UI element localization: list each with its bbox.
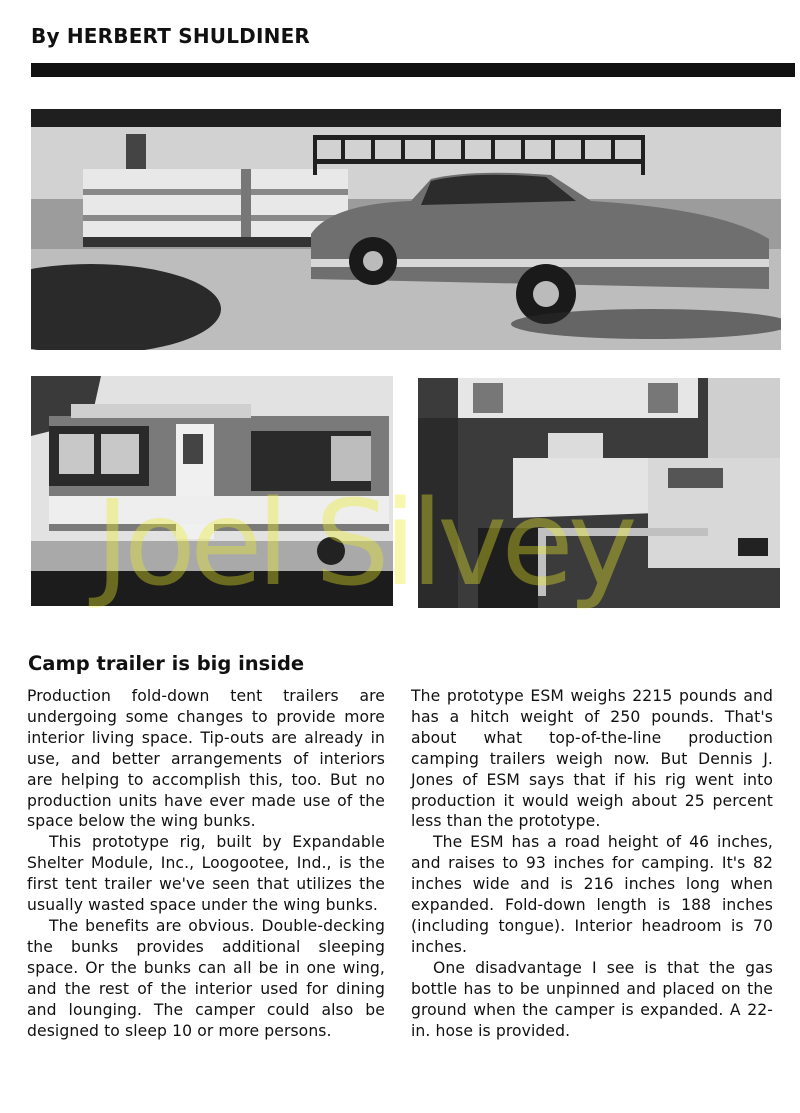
article-headline: Camp trailer is big inside (28, 652, 305, 675)
paragraph: The benefits are obvious. Double-decking the bunks provides additional sleeping space. Or the bunks can all be in one wing, and the rest of the interior used for dining and lounging. The camper could also be designed to sleep 10 or more persons. (27, 916, 385, 1040)
paragraph: The ESM has a road height of 46 inches, and raises to 93 inches for camping. It's 82 inches wide and is 216 inches long when expanded. Fold-down length is 188 inches (including tongue). Interior headroom is 70 inches. (411, 833, 773, 956)
photo-trailer-exterior (31, 376, 393, 606)
article-column-left (27, 686, 385, 1041)
photo-trailer-interior (418, 378, 780, 608)
header-rule (31, 63, 795, 77)
paragraph: This prototype rig, built by Expandable Shelter Module, Inc., Loogootee, Ind., is the first tent trailer we've seen that utilizes the usually wasted space under the wing bunks. (27, 833, 385, 915)
paragraph: One disadvantage I see is that the gas bottle has to be unpinned and placed on the ground when the camper is expanded. A 22-in. hose is provided. (411, 958, 773, 1040)
photo-car-towing-trailer (31, 109, 781, 350)
paragraph: The prototype ESM weighs 2215 pounds and has a hitch weight of 250 pounds. That's about what top-of-the-line production camping trailers weigh now. But Dennis J. Jones of ESM says that if his rig went into production it would weigh about 25 percent less than the prototype. (411, 687, 773, 831)
byline: By HERBERT SHULDINER (31, 24, 311, 48)
watermark: Joel Silvey (95, 474, 632, 612)
article-column-right (411, 686, 773, 1041)
paragraph: Production fold-down tent trailers are undergoing some changes to provide more interior living space. Tip-outs are already in use, and better arrangements of interiors are helping to accomplish this, too. But no production units have ever made use of the space below the wing bunks. (27, 687, 385, 831)
